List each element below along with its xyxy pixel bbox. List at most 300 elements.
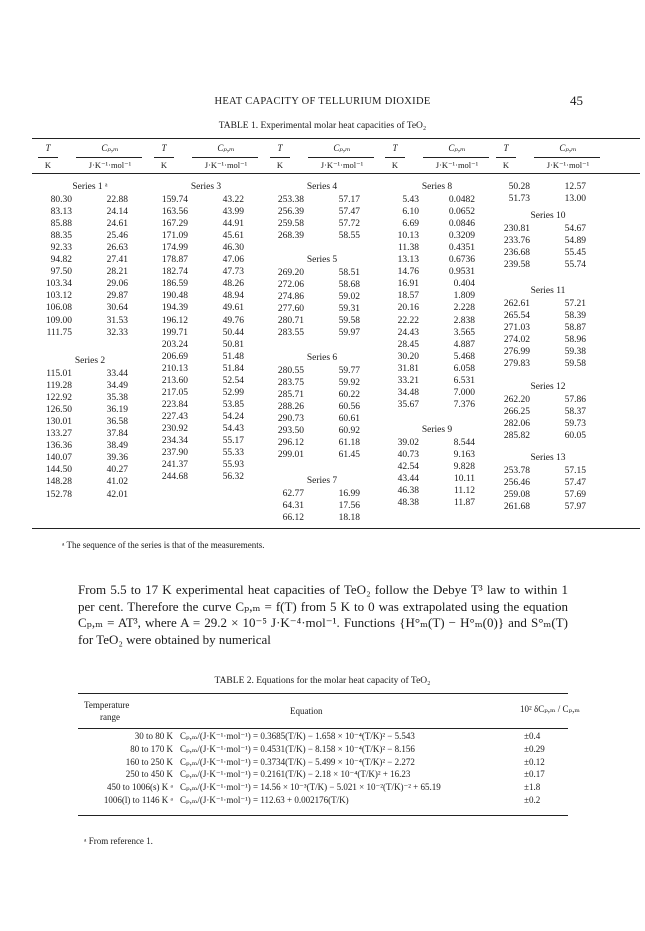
cell-Cp: 0.0652: [448, 207, 475, 218]
cell-Cp: 57.47: [564, 478, 586, 489]
column-head-rule: [192, 157, 258, 158]
cell-Cp: 58.96: [564, 335, 586, 346]
cell-Cp: 58.87: [564, 323, 586, 334]
table2-deviation: ±0.29: [524, 743, 545, 754]
cell-T: 152.78: [45, 489, 72, 500]
cell-T: 268.39: [277, 231, 304, 242]
cell-Cp: 47.06: [222, 255, 244, 266]
cell-Cp: 59.73: [564, 419, 586, 430]
series-label: Series 11: [530, 286, 566, 296]
cell-Cp: 36.19: [106, 405, 128, 416]
cell-T: 13.13: [397, 255, 419, 266]
cell-T: 66.12: [282, 513, 304, 524]
cell-T: 265.54: [503, 311, 530, 322]
cell-Cp: 13.00: [564, 194, 586, 205]
cell-T: 190.48: [161, 291, 188, 302]
cell-Cp: 0.3209: [448, 231, 475, 242]
table1-header-rule: [32, 173, 640, 174]
table2-header-rule: [78, 728, 568, 729]
cell-Cp: 59.02: [338, 292, 360, 303]
column-head-Cp: Cₚ,ₘ: [101, 143, 119, 153]
cell-Cp: 49.76: [222, 315, 244, 326]
cell-Cp: 29.87: [106, 291, 128, 302]
cell-Cp: 24.61: [106, 219, 128, 230]
cell-T: 33.21: [397, 375, 419, 386]
column-head-Cp: Cₚ,ₘ: [559, 143, 577, 153]
cell-T: 262.20: [503, 395, 530, 405]
cell-Cp: 55.74: [564, 260, 586, 271]
cell-T: 262.61: [503, 299, 530, 309]
table2-equation: Cₚ,ₘ/(J·K⁻¹·mol⁻¹) = 0.3685(T/K) − 1.658 × 10⁻⁴(T/K)² − 5.543: [180, 731, 415, 741]
cell-T: 253.78: [503, 466, 530, 476]
cell-Cp: 30.64: [106, 303, 128, 314]
cell-Cp: 22.88: [106, 195, 128, 205]
column-head-rule: [308, 157, 374, 158]
column-head-T: T: [161, 143, 167, 153]
table2-range: 450 to 1006(s) K ᵃ: [107, 782, 173, 793]
cell-T: 256.46: [503, 478, 530, 489]
cell-T: 35.67: [397, 399, 419, 410]
cell-T: 31.81: [397, 363, 419, 374]
cell-T: 92.33: [50, 243, 72, 254]
column-head-rule: [496, 157, 516, 158]
cell-T: 46.38: [397, 486, 419, 497]
table2-equation: Cₚ,ₘ/(J·K⁻¹·mol⁻¹) = 0.2161(T/K) − 2.18 × 10⁻⁴(T/K)² + 16.23: [180, 769, 411, 780]
cell-T: 274.02: [503, 335, 530, 346]
cell-Cp: 5.468: [453, 351, 475, 362]
cell-Cp: 47.73: [222, 267, 244, 278]
cell-Cp: 37.84: [106, 429, 128, 440]
cell-Cp: 59.97: [338, 328, 360, 339]
table2-head-equation: Equation: [290, 706, 323, 716]
cell-T: 280.55: [277, 366, 304, 376]
cell-T: 272.06: [277, 280, 304, 291]
cell-T: 280.71: [277, 316, 304, 327]
table2-deviation: ±0.17: [524, 769, 545, 780]
cell-T: 133.27: [45, 429, 72, 440]
cell-Cp: 9.828: [453, 462, 475, 473]
table2-deviation: ±0.12: [524, 756, 545, 767]
cell-Cp: 0.0846: [448, 219, 475, 230]
cell-T: 16.91: [397, 279, 419, 290]
cell-T: 271.03: [503, 323, 530, 334]
table2-range: 30 to 80 K: [134, 731, 173, 741]
cell-T: 259.08: [503, 490, 530, 501]
column-head-rule: [385, 157, 405, 158]
series-label: Series 9: [421, 425, 453, 435]
cell-Cp: 1.809: [453, 291, 475, 302]
cell-Cp: 61.45: [338, 450, 360, 461]
cell-T: 148.28: [45, 477, 72, 488]
cell-T: 34.48: [397, 387, 419, 398]
cell-Cp: 54.67: [564, 224, 586, 234]
cell-T: 199.71: [161, 327, 188, 338]
cell-T: 103.34: [45, 279, 72, 290]
cell-T: 94.82: [50, 255, 72, 266]
table2-equation: Cₚ,ₘ/(J·K⁻¹·mol⁻¹) = 112.63 + 0.002176(T/K): [180, 795, 349, 805]
column-head-rule: [76, 157, 142, 158]
cell-T: 239.58: [503, 260, 530, 271]
table2-bottom-rule: [78, 815, 568, 816]
cell-Cp: 17.56: [338, 501, 360, 512]
cell-Cp: 60.05: [564, 431, 586, 442]
cell-Cp: 58.68: [338, 280, 360, 291]
cell-Cp: 3.565: [453, 327, 475, 338]
cell-Cp: 58.51: [338, 268, 360, 278]
cell-T: 109.00: [45, 315, 72, 326]
unit-Cp: J·K⁻¹·mol⁻¹: [435, 160, 479, 170]
cell-T: 10.13: [397, 231, 419, 242]
cell-T: 290.73: [277, 414, 304, 425]
cell-Cp: 9.163: [453, 450, 475, 461]
cell-T: 122.92: [45, 393, 72, 404]
cell-Cp: 12.57: [564, 182, 586, 192]
cell-T: 259.58: [277, 219, 304, 230]
series-label: Series 8: [421, 182, 453, 192]
cell-Cp: 59.58: [338, 316, 360, 327]
table1-bottom-rule: [32, 528, 640, 529]
cell-Cp: 7.376: [453, 399, 475, 410]
unit-Cp: J·K⁻¹·mol⁻¹: [546, 160, 590, 170]
cell-Cp: 43.22: [222, 195, 244, 205]
cell-Cp: 41.02: [106, 477, 128, 488]
cell-T: 42.54: [397, 462, 419, 473]
column-head-T: T: [503, 143, 509, 153]
cell-T: 140.07: [45, 453, 72, 464]
column-head-Cp: Cₚ,ₘ: [333, 143, 351, 153]
cell-T: 178.87: [161, 255, 188, 266]
cell-T: 119.28: [46, 381, 72, 392]
cell-Cp: 0.404: [453, 279, 475, 290]
cell-Cp: 57.72: [338, 219, 360, 230]
series-label: Series 10: [530, 211, 566, 221]
table2-footnote: ᵃ From reference 1.: [84, 836, 153, 846]
cell-Cp: 52.54: [222, 375, 244, 386]
table2-range: 80 to 170 K: [130, 743, 173, 754]
cell-Cp: 26.63: [106, 243, 128, 254]
table2-head-range: Temperature: [84, 700, 130, 710]
cell-T: 111.75: [46, 327, 72, 338]
cell-T: 64.31: [282, 501, 304, 512]
cell-Cp: 51.48: [222, 351, 244, 362]
cell-T: 244.68: [161, 472, 188, 483]
series-label: Series 1 ᵃ: [72, 182, 108, 192]
series-label: Series 12: [530, 382, 566, 392]
cell-T: 266.25: [503, 407, 530, 418]
cell-T: 194.39: [161, 303, 188, 314]
unit-T: K: [391, 160, 399, 170]
unit-Cp: J·K⁻¹·mol⁻¹: [320, 160, 364, 170]
cell-T: 97.50: [50, 267, 72, 278]
cell-T: 206.69: [161, 351, 188, 362]
cell-Cp: 32.33: [106, 327, 128, 338]
cell-T: 24.43: [397, 327, 419, 338]
cell-Cp: 4.887: [453, 339, 475, 350]
cell-T: 210.13: [161, 363, 188, 374]
cell-Cp: 57.69: [564, 490, 586, 501]
cell-Cp: 56.32: [222, 472, 244, 483]
cell-T: 237.90: [161, 448, 188, 459]
table2-range: 1006(l) to 1146 K ᵃ: [103, 795, 173, 805]
unit-Cp: J·K⁻¹·mol⁻¹: [88, 160, 132, 170]
cell-T: 50.28: [508, 182, 530, 192]
table2-top-rule: [78, 693, 568, 694]
cell-T: 253.38: [277, 195, 304, 205]
unit-T: K: [44, 160, 52, 170]
cell-T: 39.02: [397, 438, 419, 448]
cell-T: 18.57: [397, 291, 419, 302]
cell-T: 277.60: [277, 304, 304, 315]
cell-Cp: 33.44: [106, 369, 128, 379]
cell-Cp: 55.33: [222, 448, 244, 459]
cell-Cp: 60.61: [338, 414, 360, 425]
cell-T: 106.08: [45, 303, 72, 314]
column-head-rule: [270, 157, 290, 158]
cell-Cp: 28.21: [106, 267, 128, 278]
cell-Cp: 24.14: [106, 207, 128, 218]
cell-Cp: 16.99: [338, 489, 360, 499]
cell-Cp: 39.36: [106, 453, 128, 464]
series-label: Series 2: [74, 356, 106, 366]
cell-T: 234.34: [161, 436, 188, 446]
column-head-rule: [423, 157, 489, 158]
cell-T: 144.50: [45, 465, 72, 476]
cell-Cp: 0.0482: [448, 195, 475, 205]
cell-Cp: 61.18: [338, 438, 360, 449]
cell-T: 6.69: [402, 219, 419, 230]
cell-Cp: 2.228: [453, 303, 475, 314]
cell-Cp: 55.93: [222, 460, 244, 471]
cell-T: 269.20: [277, 268, 304, 278]
cell-T: 241.37: [161, 460, 188, 471]
cell-T: 130.01: [45, 417, 72, 428]
cell-Cp: 18.18: [338, 513, 360, 524]
cell-T: 282.06: [503, 419, 530, 430]
cell-T: 217.05: [161, 387, 188, 398]
table2-deviation: ±1.8: [524, 782, 541, 793]
cell-T: 115.01: [46, 369, 72, 379]
cell-T: 174.99: [161, 243, 188, 254]
cell-T: 274.86: [277, 292, 304, 303]
cell-T: 48.38: [397, 498, 419, 509]
cell-Cp: 59.77: [338, 366, 360, 376]
cell-Cp: 6.531: [453, 375, 475, 386]
cell-Cp: 27.41: [106, 255, 128, 266]
cell-Cp: 46.30: [222, 243, 244, 254]
cell-Cp: 60.92: [338, 426, 360, 437]
cell-T: 80.30: [50, 195, 72, 205]
table2-range: 250 to 450 K: [125, 769, 173, 780]
cell-Cp: 25.46: [106, 231, 128, 242]
table2-deviation: ±0.4: [524, 731, 541, 741]
column-head-Cp: Cₚ,ₘ: [448, 143, 466, 153]
cell-T: 293.50: [277, 426, 304, 437]
cell-T: 285.82: [503, 431, 530, 442]
cell-Cp: 59.31: [338, 304, 360, 315]
cell-Cp: 54.24: [222, 411, 244, 422]
series-label: Series 3: [190, 182, 222, 192]
cell-T: 28.45: [397, 339, 419, 350]
cell-Cp: 42.01: [106, 489, 128, 500]
cell-Cp: 40.27: [106, 465, 128, 476]
cell-T: 223.84: [161, 399, 188, 410]
unit-T: K: [276, 160, 284, 170]
cell-T: 285.71: [277, 390, 304, 401]
cell-T: 30.20: [397, 351, 419, 362]
cell-Cp: 8.544: [453, 438, 475, 448]
unit-T: K: [160, 160, 168, 170]
column-head-rule: [154, 157, 174, 158]
table1-top-rule: [32, 138, 640, 139]
cell-Cp: 57.17: [338, 195, 360, 205]
cell-Cp: 51.84: [222, 363, 244, 374]
series-label: Series 7: [306, 476, 338, 486]
cell-T: 51.73: [508, 194, 530, 205]
cell-Cp: 59.58: [564, 359, 586, 370]
cell-Cp: 38.49: [106, 441, 128, 452]
table1-caption: TABLE 1. Experimental molar heat capacities of TeO₂: [218, 121, 427, 131]
cell-T: 159.74: [161, 195, 188, 205]
cell-T: 236.68: [503, 248, 530, 259]
cell-Cp: 60.22: [338, 390, 360, 401]
cell-T: 171.09: [161, 231, 188, 242]
cell-T: 288.26: [277, 402, 304, 413]
cell-T: 296.12: [277, 438, 304, 449]
cell-T: 182.74: [161, 267, 188, 278]
cell-T: 62.77: [282, 489, 304, 499]
cell-T: 88.35: [50, 231, 72, 242]
cell-Cp: 49.61: [222, 303, 244, 314]
cell-T: 22.22: [397, 315, 419, 326]
table2-head-deviation: 10² δCₚ,ₘ / Cₚ,ₘ: [520, 704, 580, 714]
cell-Cp: 57.47: [338, 207, 360, 218]
cell-T: 213.60: [161, 375, 188, 386]
cell-Cp: 55.45: [564, 248, 586, 259]
cell-Cp: 48.94: [222, 291, 244, 302]
cell-Cp: 31.53: [106, 315, 128, 326]
series-label: Series 4: [306, 182, 338, 192]
page-number: 45: [570, 93, 583, 108]
cell-Cp: 0.4351: [448, 243, 475, 254]
cell-T: 167.29: [161, 219, 188, 230]
cell-T: 40.73: [397, 450, 419, 461]
cell-T: 20.16: [397, 303, 419, 314]
cell-T: 186.59: [161, 279, 188, 290]
series-label: Series 13: [530, 453, 566, 463]
cell-Cp: 55.17: [222, 436, 244, 446]
cell-Cp: 48.26: [222, 279, 244, 290]
cell-T: 283.55: [277, 328, 304, 339]
table1-footnote: ᵃ The sequence of the series is that of the measurements.: [62, 540, 265, 550]
column-head-T: T: [392, 143, 398, 153]
cell-T: 261.68: [503, 502, 530, 513]
cell-Cp: 34.49: [106, 381, 128, 392]
cell-T: 233.76: [503, 236, 530, 247]
table2-head-range-2: range: [100, 712, 120, 722]
cell-T: 230.92: [161, 423, 188, 434]
cell-T: 196.12: [161, 315, 188, 326]
unit-Cp: J·K⁻¹·mol⁻¹: [204, 160, 248, 170]
cell-Cp: 59.92: [338, 378, 360, 389]
cell-Cp: 43.99: [222, 207, 244, 218]
cell-Cp: 10.11: [453, 474, 475, 485]
cell-T: 14.76: [397, 267, 419, 278]
cell-T: 83.13: [50, 207, 72, 218]
cell-Cp: 54.43: [222, 423, 244, 434]
cell-Cp: 57.86: [564, 395, 586, 405]
series-label: Series 5: [306, 255, 338, 265]
cell-Cp: 59.38: [564, 347, 586, 358]
column-head-T: T: [45, 143, 51, 153]
cell-Cp: 58.39: [564, 311, 586, 322]
column-head-Cp: Cₚ,ₘ: [217, 143, 235, 153]
cell-T: 256.39: [277, 207, 304, 218]
cell-T: 5.43: [402, 195, 419, 205]
cell-Cp: 50.81: [222, 339, 244, 350]
cell-Cp: 2.838: [453, 315, 475, 326]
cell-Cp: 7.000: [453, 387, 475, 398]
cell-Cp: 53.85: [222, 399, 244, 410]
cell-Cp: 45.61: [222, 231, 244, 242]
cell-T: 163.56: [161, 207, 188, 218]
cell-T: 299.01: [277, 450, 304, 461]
cell-T: 276.99: [503, 347, 530, 358]
cell-Cp: 57.15: [564, 466, 586, 476]
cell-Cp: 57.97: [564, 502, 586, 513]
cell-Cp: 0.9531: [448, 267, 475, 278]
series-label: Series 6: [306, 353, 338, 363]
cell-Cp: 35.38: [106, 393, 128, 404]
cell-T: 6.10: [402, 207, 419, 218]
table2-deviation: ±0.2: [524, 795, 541, 805]
cell-Cp: 6.058: [453, 363, 475, 374]
cell-Cp: 29.06: [106, 279, 128, 290]
cell-T: 126.50: [45, 405, 72, 416]
cell-T: 11.38: [397, 243, 419, 254]
cell-Cp: 44.91: [222, 219, 244, 230]
cell-T: 227.43: [161, 411, 188, 422]
cell-Cp: 54.89: [564, 236, 586, 247]
table2-equation: Cₚ,ₘ/(J·K⁻¹·mol⁻¹) = 14.56 × 10⁻³(T/K) − 5.021 × 10⁻²(T/K)⁻² + 65.19: [180, 782, 441, 793]
body-paragraph: From 5.5 to 17 K experimental heat capacities of TeO₂ follow the Debye T³ law to within 1 per cent. Therefore the curve Cₚ,ₘ = f(T) from 5 K to 0 was extrapolated using the equation Cₚ,ₘ = AT³, where A = 29.2 × 10⁻⁵ J·K⁻⁴·mol⁻¹. Functions {H°ₘ(T) − H°ₘ(0)} and S°ₘ(T) for TeO₂ were obtained by numerical: [78, 582, 568, 647]
cell-T: 283.75: [277, 378, 304, 389]
cell-Cp: 11.12: [453, 486, 475, 497]
cell-Cp: 58.55: [338, 231, 360, 242]
running-title: HEAT CAPACITY OF TELLURIUM DIOXIDE: [214, 96, 431, 107]
cell-Cp: 58.37: [564, 407, 586, 418]
table2-equation: Cₚ,ₘ/(J·K⁻¹·mol⁻¹) = 0.3734(T/K) − 5.499 × 10⁻⁴(T/K)² − 2.272: [180, 756, 415, 767]
cell-Cp: 50.44: [222, 327, 244, 338]
cell-T: 203.24: [161, 339, 188, 350]
cell-Cp: 11.87: [453, 498, 475, 509]
column-head-rule: [38, 157, 58, 158]
cell-Cp: 52.99: [222, 387, 244, 398]
unit-T: K: [502, 160, 510, 170]
cell-Cp: 57.21: [564, 299, 586, 309]
column-head-rule: [534, 157, 600, 158]
cell-T: 43.44: [397, 474, 419, 485]
cell-T: 85.88: [50, 219, 72, 230]
table2-equation: Cₚ,ₘ/(J·K⁻¹·mol⁻¹) = 0.4531(T/K) − 8.158 × 10⁻⁴(T/K)² − 8.156: [180, 743, 415, 754]
cell-T: 230.81: [503, 224, 530, 234]
cell-T: 279.83: [503, 359, 530, 370]
cell-Cp: 60.56: [338, 402, 360, 413]
column-head-T: T: [277, 143, 283, 153]
cell-T: 103.12: [45, 291, 72, 302]
table2-range: 160 to 250 K: [125, 756, 173, 767]
cell-Cp: 36.58: [106, 417, 128, 428]
cell-Cp: 0.6736: [448, 255, 475, 266]
